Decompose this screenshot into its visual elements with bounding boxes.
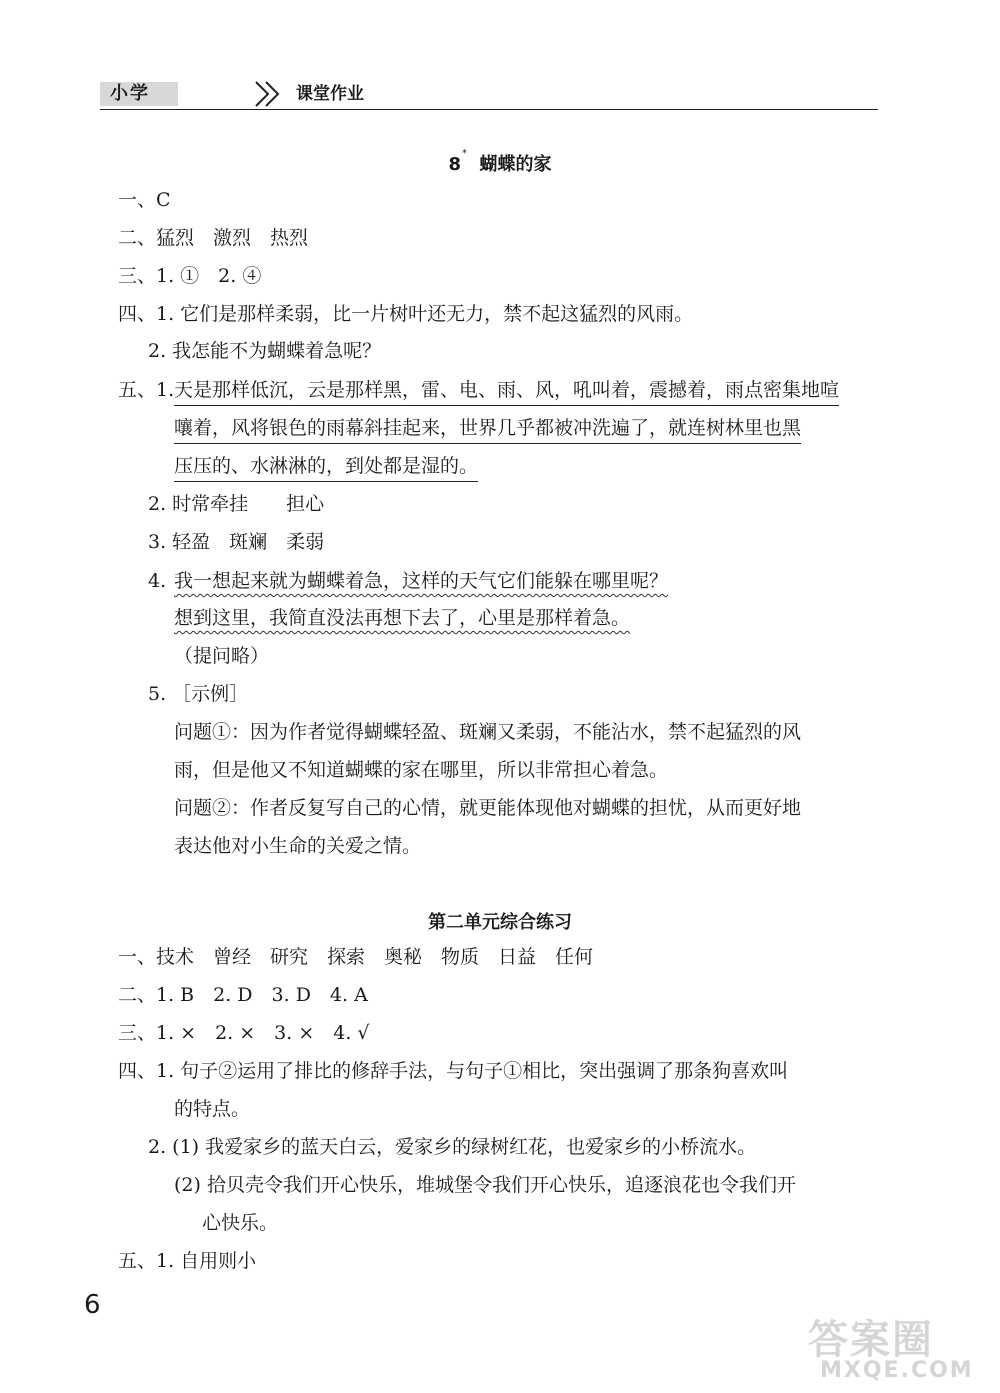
answer-line: 问题②：作者反复写自己的心情，就更能体现他对蝴蝶的担忧，从而更好地 xyxy=(174,797,802,819)
title-number: 8 xyxy=(448,154,461,175)
section-title: 第二单元综合练习 xyxy=(428,912,572,933)
answer-line: 5. ［示例］ xyxy=(148,683,249,705)
underlined-line: 天是那样低沉，云是那样黑，雷、电、雨、风，吼叫着，震撼着，雨点密集地喧 xyxy=(174,378,839,402)
header-subtitle: 课堂作业 xyxy=(296,84,364,104)
answer-line: 一、C xyxy=(118,189,171,211)
watermark xyxy=(800,1308,985,1388)
answer-line: 2. (1) 我爱家乡的蓝天白云，爱家乡的绿树红花，也爱家乡的小桥流水。 xyxy=(148,1136,757,1158)
answer-line: 2. 我怎能不为蝴蝶着急呢？ xyxy=(148,340,382,362)
title-text: 蝴蝶的家 xyxy=(479,154,552,175)
answer-line: 3. 轻盈 斑斓 柔弱 xyxy=(148,531,325,553)
answer-line: 的特点。 xyxy=(174,1098,251,1120)
underlined-line: 嚷着，风将银色的雨幕斜挂起来，世界几乎都被冲洗遍了，就连树林里也黑 xyxy=(174,416,801,440)
header-rule xyxy=(100,109,878,110)
answer-line-label: 4. xyxy=(148,570,167,592)
answer-line: 五、1. 自用则小 xyxy=(118,1250,257,1272)
header-tab: 小学 xyxy=(100,82,178,106)
wavy-underlined-line: 我一想起来就为蝴蝶着急，这样的天气它们能躲在哪里呢？ xyxy=(174,570,669,592)
answer-line-label: 五、1. xyxy=(118,379,175,401)
answer-line: 四、1. 它们是那样柔弱，比一片树叶还无力，禁不起这猛烈的风雨。 xyxy=(118,303,694,325)
answer-line: 三、1. × 2. × 3. × 4. √ xyxy=(118,1022,370,1044)
double-chevron-icon xyxy=(252,80,292,108)
answer-line: 二、猛烈 激烈 热烈 xyxy=(118,227,309,249)
answer-line: 一、技术 曾经 研究 探索 奥秘 物质 日益 任何 xyxy=(118,946,594,968)
underlined-line: 压压的、水淋淋的，到处都是湿的。 xyxy=(174,454,478,478)
answer-line: 心快乐。 xyxy=(202,1212,279,1234)
answer-line: （提问略） xyxy=(174,645,270,667)
title-mark: * xyxy=(461,148,467,159)
answer-line: (2) 拾贝壳令我们开心快乐，堆城堡令我们开心快乐，追逐浪花也令我们开 xyxy=(174,1174,796,1196)
answer-line: 三、1. ① 2. ④ xyxy=(118,265,262,287)
answer-line: 雨，但是他又不知道蝴蝶的家在哪里，所以非常担心着急。 xyxy=(174,759,669,781)
answer-line: 二、1. B 2. D 3. D 4. A xyxy=(118,984,368,1006)
section-title xyxy=(0,150,1000,176)
answer-line: 问题①：因为作者觉得蝴蝶轻盈、斑斓又柔弱，不能沾水，禁不起猛烈的风 xyxy=(174,721,802,743)
page-number: 6 xyxy=(84,1290,101,1320)
watermark-url: MXQE.COM xyxy=(820,1358,974,1383)
answer-line: 表达他对小生命的关爱之情。 xyxy=(174,835,422,857)
answer-line: 四、1. 句子②运用了排比的修辞手法，与句子①相比，突出强调了那条狗喜欢叫 xyxy=(118,1060,789,1082)
watermark-logo: 答案圈 xyxy=(808,1317,934,1363)
wavy-underlined-line: 想到这里，我简直没法再想下去了，心里是那样着急。 xyxy=(174,607,631,629)
page-header xyxy=(100,80,878,110)
answer-line: 2. 时常牵挂 担心 xyxy=(148,493,325,515)
